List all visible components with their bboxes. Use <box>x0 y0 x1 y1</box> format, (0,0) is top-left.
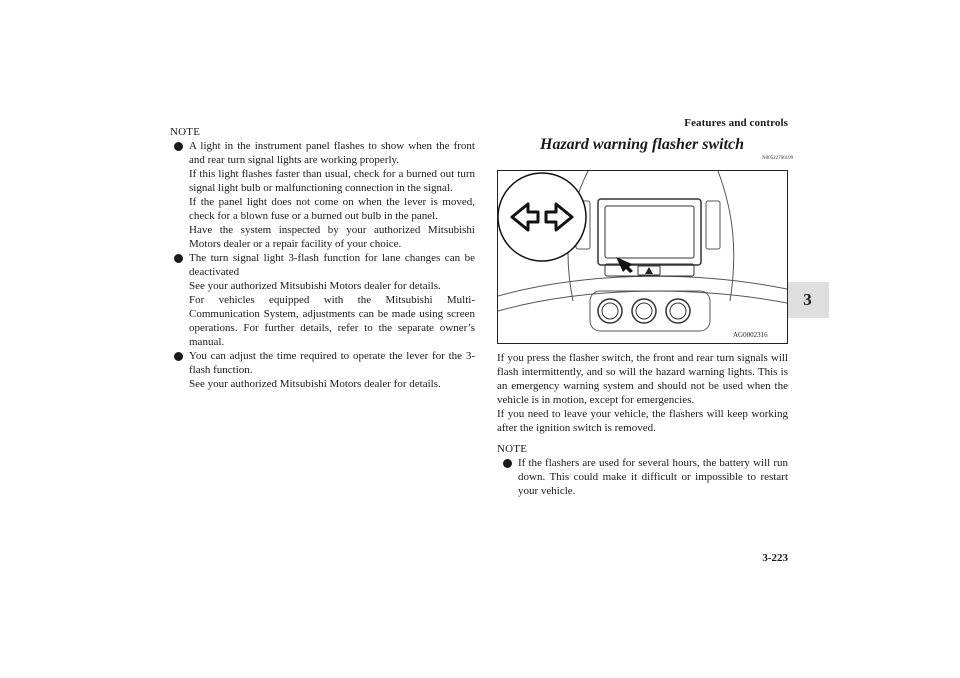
hazard-switch-figure <box>497 170 788 344</box>
section-code: N00522700199 <box>762 156 794 161</box>
page-number: 3-223 <box>762 552 788 564</box>
bullet-line: See your authorized Mitsubishi Motors dealer for details. <box>189 378 441 390</box>
bullet-line: If this light flashes faster than usual, check for a burned out turn signal light bulb or malfunctioning connection in the signal. <box>189 168 475 194</box>
bullet-line: If the panel light does not come on when the lever is moved, check for a blown fuse or a burned out bulb in the panel. <box>189 196 475 222</box>
figure-code: AG0002316 <box>733 331 768 339</box>
note-bullet-3 <box>174 349 475 391</box>
note-bullet-2 <box>174 251 475 349</box>
section-title: Hazard warning flasher switch <box>540 136 745 153</box>
note-bullet <box>503 456 788 498</box>
bullet-line: You can adjust the time required to operate the lever for the 3-flash function. <box>189 350 475 376</box>
body-paragraph: If you press the flasher switch, the front and rear turn signals will flash intermittently, and so will the hazard warning lights. This is an emergency warning system and should not be used when the vehicle is in motion, except for emergencies. <box>497 352 788 406</box>
bullet-dot-icon <box>174 142 183 151</box>
note-label: NOTE <box>497 443 528 455</box>
dashboard-illustration <box>498 171 787 343</box>
body-paragraph: If you need to leave your vehicle, the flashers will keep working after the ignition switch is removed. <box>497 408 788 434</box>
right-column <box>497 351 788 498</box>
bullet-line: Have the system inspected by your authorized Mitsubishi Motors dealer or a repair facility of your choice. <box>189 224 475 250</box>
bullet-line: For vehicles equipped with the Mitsubishi Multi-Communication System, adjustments can be made using screen operations. For further details, refer to the separate owner’s manual. <box>189 294 475 348</box>
left-column <box>170 125 475 391</box>
running-header: Features and controls <box>684 117 788 129</box>
bullet-line: See your authorized Mitsubishi Motors dealer for details. <box>189 280 441 292</box>
bullet-dot-icon <box>174 352 183 361</box>
bullet-dot-icon <box>503 459 512 468</box>
note-label: NOTE <box>170 126 201 138</box>
bullet-line: A light in the instrument panel flashes to show when the front and rear turn signal lights are working properly. <box>189 140 475 166</box>
bullet-line: The turn signal light 3-flash function for lane changes can be deactivated <box>189 252 475 278</box>
bullet-dot-icon <box>174 254 183 263</box>
note-bullet-1 <box>174 139 475 251</box>
bullet-line: If the flashers are used for several hours, the battery will run down. This could make it difficult or impossible to restart your vehicle. <box>518 457 788 497</box>
chapter-tab: 3 <box>786 282 829 318</box>
